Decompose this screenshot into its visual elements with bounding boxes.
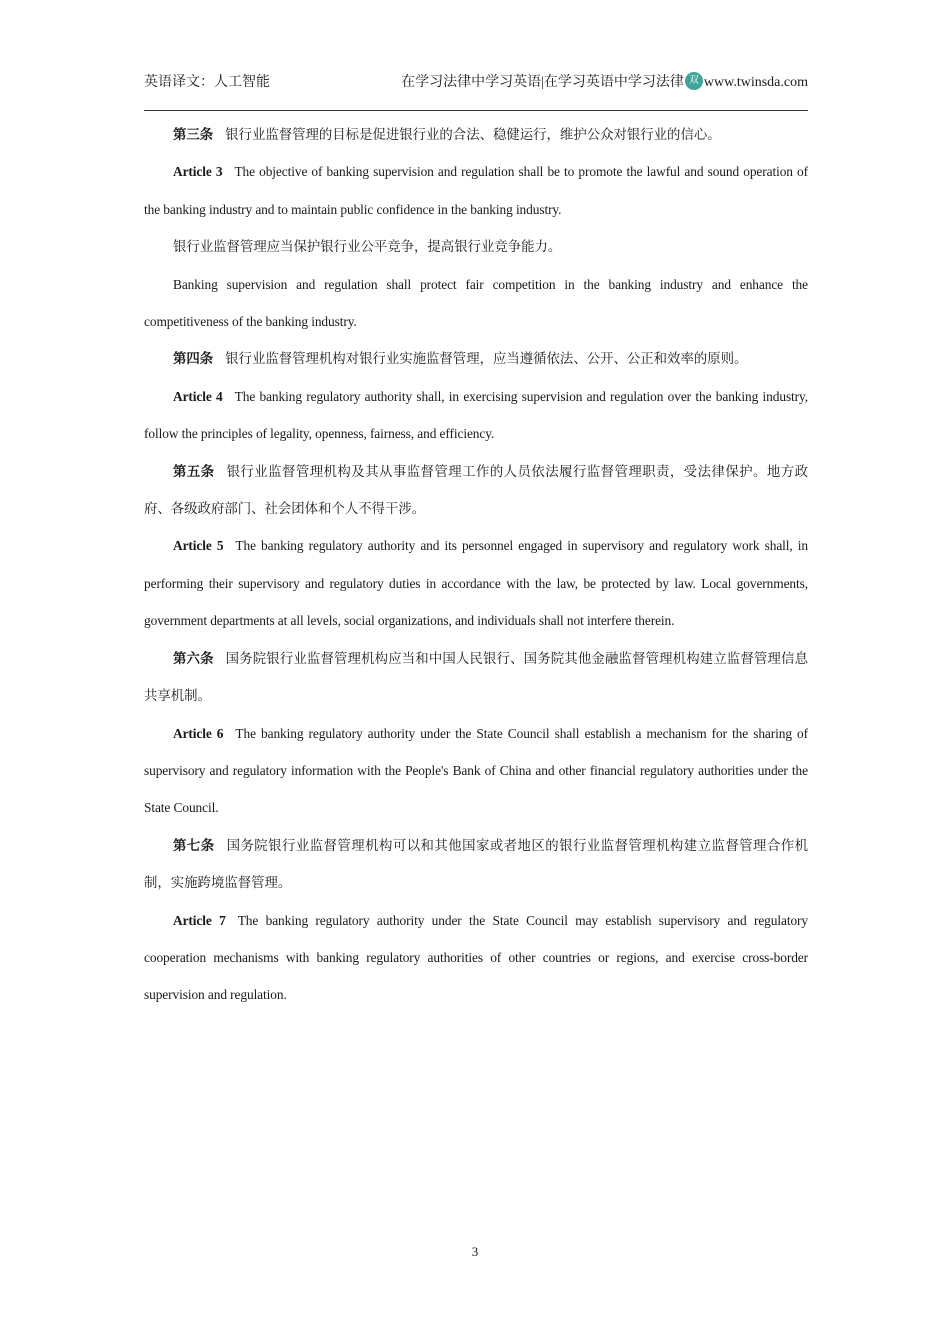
header-slogan: 在学习法律中学习英语|在学习英语中学习法律 — [401, 75, 684, 90]
article-label: 第四条 — [173, 351, 214, 367]
article-label: Article 6 — [173, 725, 224, 741]
article-label: Article 5 — [173, 538, 224, 554]
article-text: 国务院银行业监督管理机构可以和其他国家或者地区的银行业监督管理机构建立监督管理合作机制，实施跨境监督管理。 — [144, 837, 809, 891]
article-5-zh — [144, 453, 808, 528]
article-label: 第六条 — [173, 650, 214, 666]
article-text: The banking regulatory authority under the State Council shall establish a mechanism for the sharing of supervisory and regulatory information with the People's Bank of China and other financial regulatory authorities under the State Council. — [144, 725, 808, 816]
article-text: 银行业监督管理应当保护银行业公平竞争，提高银行业竞争能力。 — [173, 239, 562, 255]
page-number: 3 — [471, 1244, 479, 1259]
article-5-en — [144, 527, 808, 639]
article-4-zh — [144, 340, 808, 377]
article-label: 第七条 — [173, 837, 215, 853]
header-right — [401, 72, 808, 94]
article-7-en — [144, 902, 808, 1014]
document-title: 英语译文：人工智能 — [144, 75, 270, 90]
article-text: The banking regulatory authority under the State Council may establish supervisory and regulatory cooperation mechanisms with banking regulatory authorities of other countries or regions, and exercise cross-border supervision and regulation. — [144, 912, 808, 1003]
article-6-en — [144, 715, 808, 827]
article-text: The banking regulatory authority shall, in exercising supervision and regulation over the banking industry, follow the principles of legality, openness, fairness, and efficiency. — [144, 388, 809, 442]
article-text: 银行业监督管理的目标是促进银行业的合法、稳健运行，维护公众对银行业的信心。 — [225, 127, 721, 142]
article-6-zh — [144, 640, 808, 715]
document-body — [144, 116, 808, 1014]
page-header — [144, 72, 808, 94]
article-text: 银行业监督管理机构及其从事监督管理工作的人员依法履行监督管理职责，受法律保护。地方政府、各级政府部门、社会团体和个人不得干涉。 — [144, 463, 809, 517]
article-3-zh-continued — [144, 228, 808, 265]
header-divider — [144, 110, 808, 111]
article-text: The objective of banking supervision and regulation shall be to promote the lawful and sound operation of the banking industry and to maintain public confidence in the banking industry. — [144, 164, 808, 217]
article-4-en — [144, 378, 808, 453]
website-link[interactable]: www.twinsda.com — [703, 75, 808, 90]
article-text: 国务院银行业监督管理机构应当和中国人民银行、国务院其他金融监督管理机构建立监督管理信息共享机制。 — [144, 650, 808, 704]
article-label: Article 4 — [173, 388, 223, 404]
article-7-zh — [144, 827, 808, 902]
article-3-en-continued — [144, 266, 808, 341]
article-label: Article 3 — [173, 164, 223, 180]
twinsda-logo-icon: 双 — [685, 72, 703, 90]
article-label: Article 7 — [173, 912, 226, 928]
article-text: Banking supervision and regulation shall protect fair competition in the banking industry and enhance the competitiveness of the banking industry. — [144, 276, 808, 330]
article-label: 第五条 — [173, 463, 215, 479]
article-text: The banking regulatory authority and its personnel engaged in supervisory and regulatory work shall, in performing their supervisory and regulatory duties in accordance with the law, be protected by law. Local governments, government departments at all levels, social organizations, and individuals shall not interfere therein. — [144, 538, 808, 629]
article-text: 银行业监督管理机构对银行业实施监督管理，应当遵循依法、公开、公正和效率的原则。 — [225, 351, 748, 367]
article-3-en — [144, 153, 808, 228]
article-3-zh — [144, 116, 808, 153]
article-label: 第三条 — [173, 127, 214, 142]
